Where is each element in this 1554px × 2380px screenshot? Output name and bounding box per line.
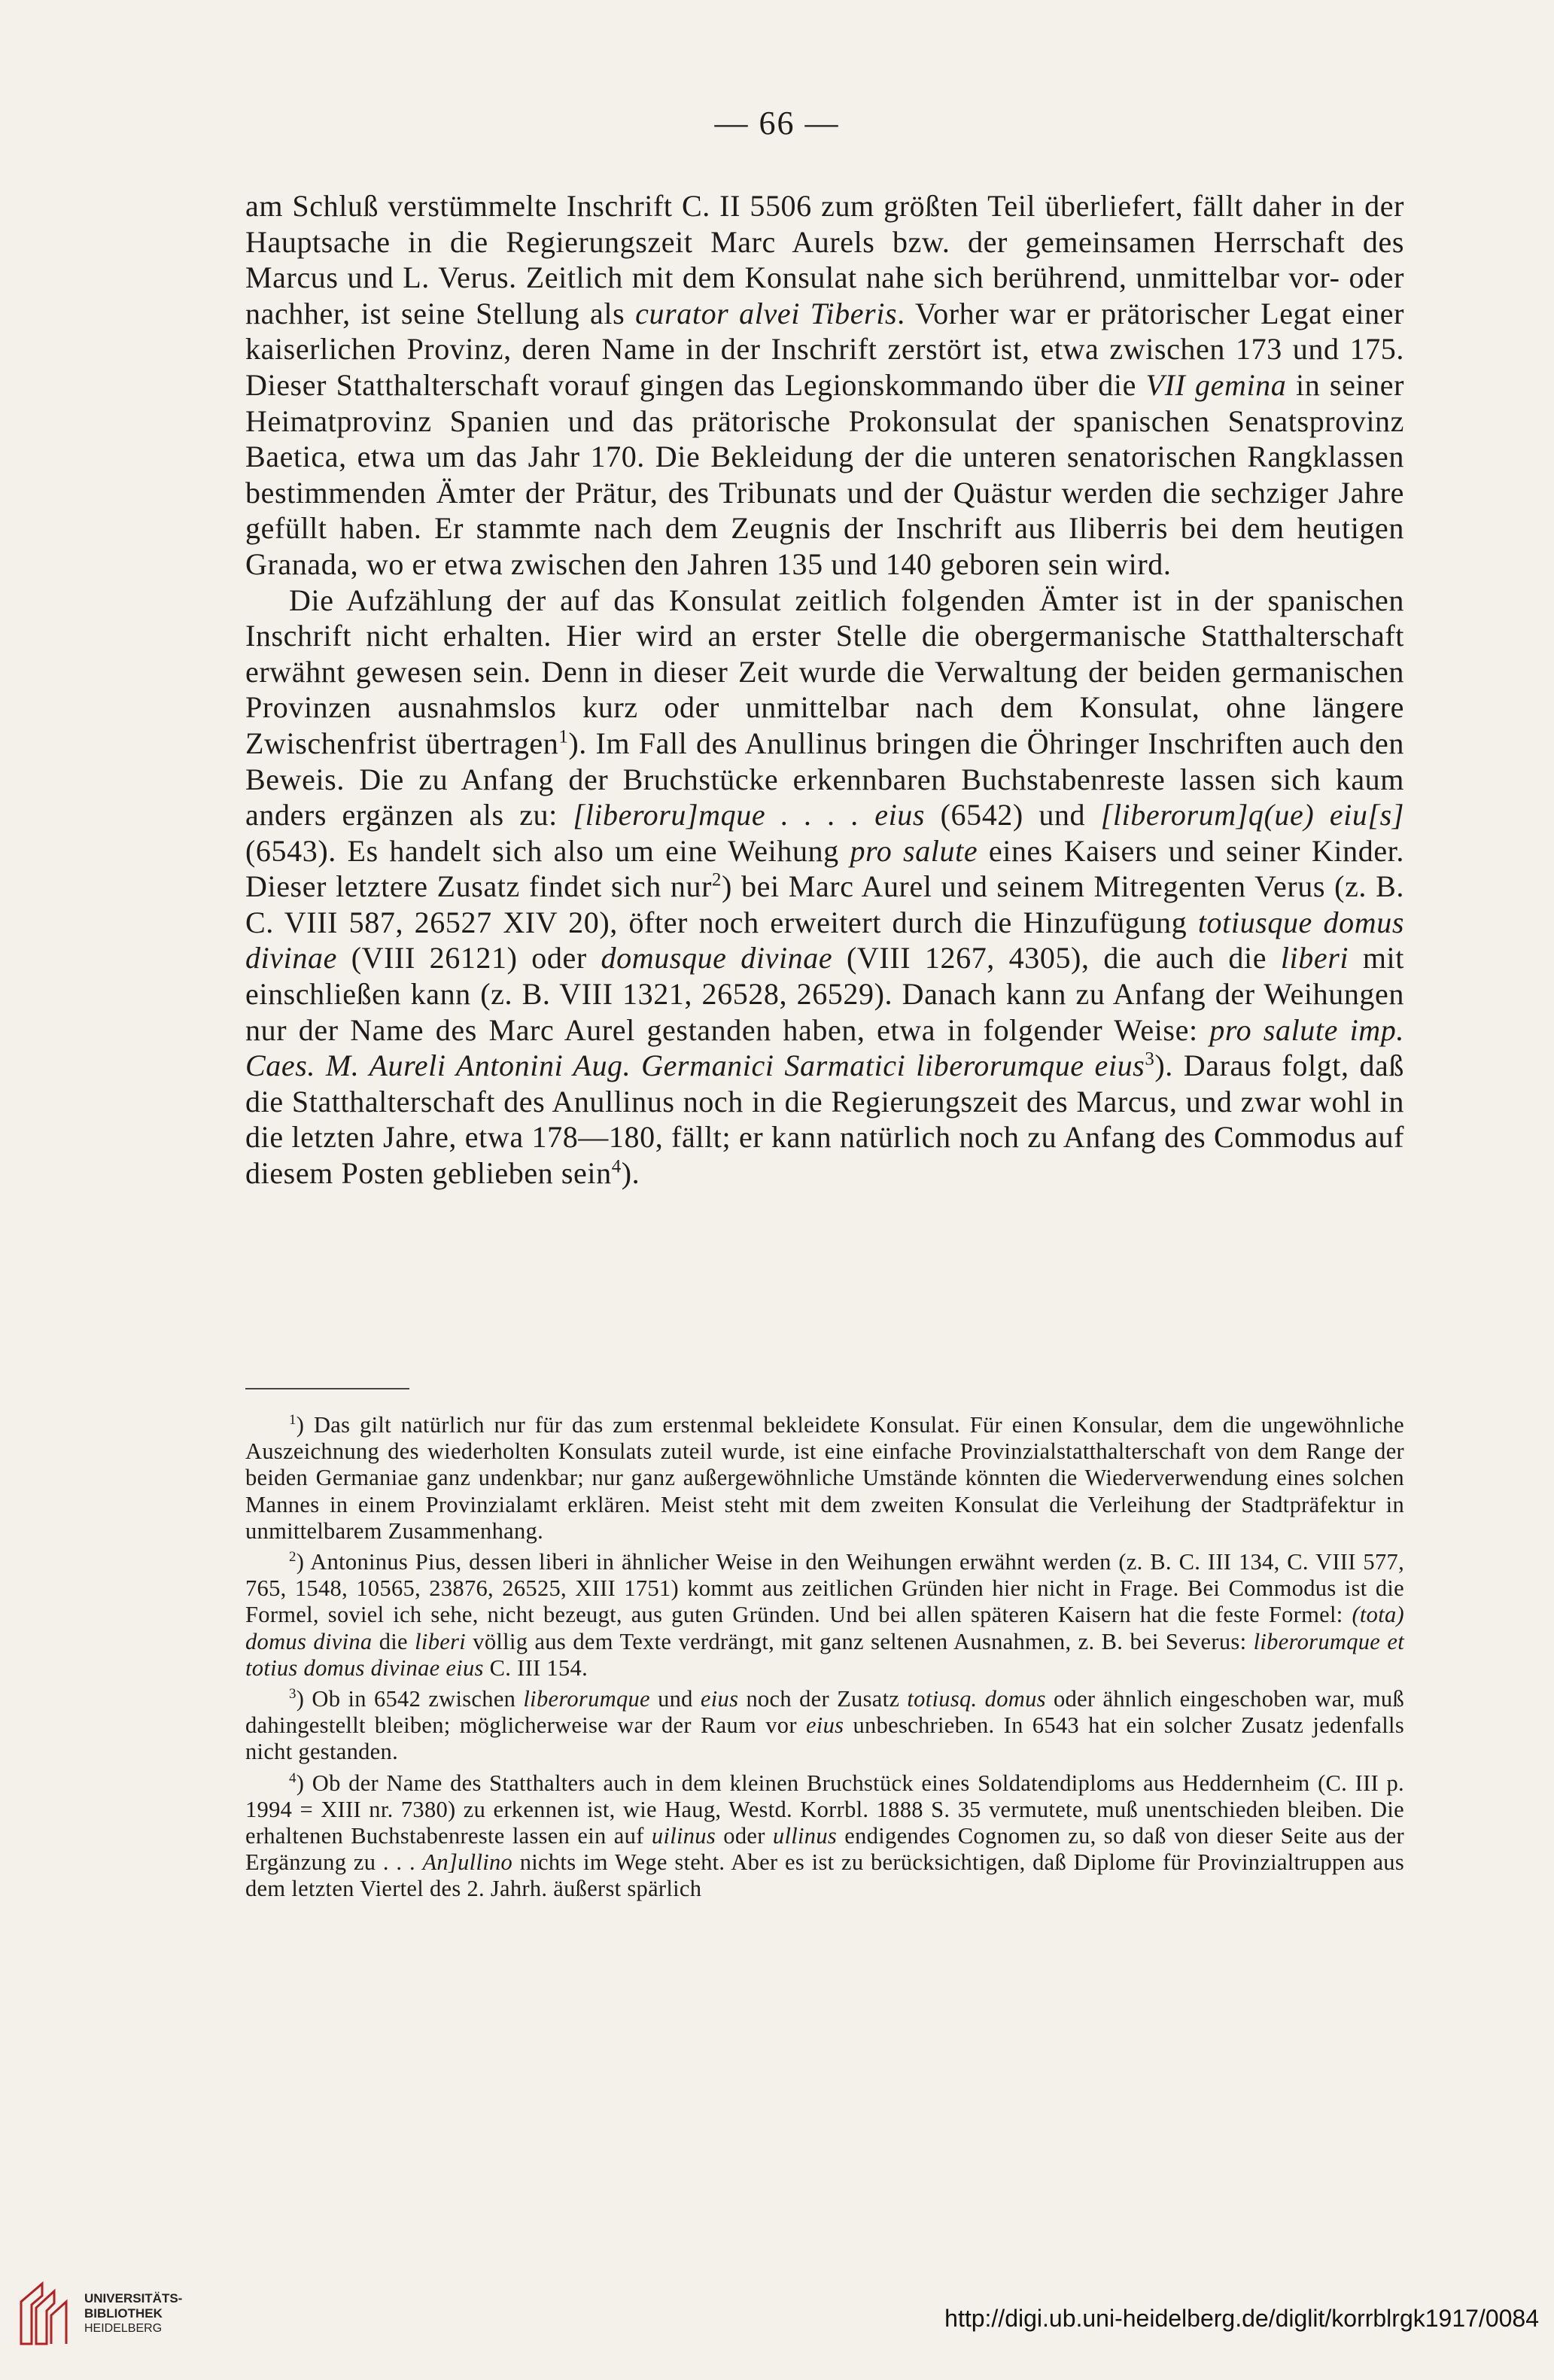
italic-text: totiusque domus divinae xyxy=(245,905,1404,975)
italic-text: liberorumque xyxy=(523,1686,650,1712)
text-run: ) Das gilt natürlich nur für das zum erstenmal bekleidete Konsulat. Für einen Konsular, dem die ungewöhnliche Auszeichnung des wiederholten Konsulats zuteil wurde, ist eine einfache Provinzialstatthalterschaft von dem Range der beiden Germaniae ganz undenkbar; nur ganz außergewöhnliche Umstände könnten die Wiederverwendung eines solchen Mannes in einem Provinzialamt erklären. Meist steht mit dem zweiten Konsulat die Verleihung der Stadtpräfektur in unmittelbarem Zusammenhang. xyxy=(245,1412,1404,1544)
italic-text: domusque divinae xyxy=(601,941,833,975)
library-logo-text xyxy=(84,2291,182,2336)
text-run: ). xyxy=(621,1156,640,1191)
text-run: unbeschrieben. In 6543 hat ein solcher Zusatz jedenfalls nicht gestanden. xyxy=(245,1712,1404,1765)
italic-text: An]ullino xyxy=(422,1849,513,1876)
text-run: am Schluß verstümmelte Inschrift C. II 5506 zum größten Teil überliefert, fällt daher in der Hauptsache in die Regierungszeit Marc Aurels bzw. der gemeinsamen Herrschaft des Marcus und L. Verus. Zeitlich mit dem Konsulat nahe sich berührend, unmittelbar vor- oder nachher, ist seine Stellung als xyxy=(245,189,1404,330)
body-paragraph xyxy=(245,583,1404,1192)
text-run: die xyxy=(372,1628,415,1654)
text-run: in seiner Heimatprovinz Spanien und das prätorische Prokonsulat der spanischen Senatsprovinz Baetica, etwa um das Jahr 170. Die Bekleidung der die unteren senatorischen Rangklassen bestimmenden Ämter der Prätur, des Tribunats und der Quästur werden die sechziger Jahre gefüllt haben. Er stammte nach dem Zeugnis der Inschrift aus Iliberris bei dem heutigen Granada, wo er etwa zwischen den Jahren 135 und 140 geboren sein wird. xyxy=(245,367,1405,581)
text-run: eines Kaisers und seiner Kinder. Dieser letztere Zusatz findet sich nur xyxy=(245,833,1404,904)
italic-text: eius xyxy=(805,1712,844,1739)
italic-text: [liberorum]q(ue) eiu[s] xyxy=(1100,798,1404,832)
main-text xyxy=(245,188,1404,1192)
footnotes xyxy=(245,1412,1404,1907)
logo-line-2: BIBLIOTHEK xyxy=(84,2306,163,2321)
text-run: (VIII 1267, 4305), die auch die xyxy=(832,941,1281,975)
footnote-marker: 3 xyxy=(289,1685,297,1702)
text-run: oder ähnlich eingeschoben war, muß dahingestellt bleiben; möglicherweise war der Raum vor xyxy=(245,1686,1404,1739)
footnote-marker: 4 xyxy=(289,1770,297,1786)
italic-text: eius xyxy=(700,1686,739,1712)
text-run: ). Im Fall des Anullinus bringen die Öhringer Inschriften auch den Beweis. Die zu Anfang der Bruchstücke erkennbaren Buchstabenreste lassen sich kaum anders ergänzen als zu: xyxy=(245,726,1404,832)
footnote-marker: 2 xyxy=(712,869,722,890)
text-run: endigendes Cognomen zu, so daß von dieser Seite aus der Ergänzung zu . . . xyxy=(245,1823,1404,1876)
text-run: (6543). Es handelt sich also um eine Weihung xyxy=(245,833,850,868)
page-number: — 66 — xyxy=(714,105,840,142)
body-paragraph xyxy=(245,188,1404,583)
italic-text: pro salute imp. Caes. M. Aureli Antonini Aug. Germanici Sarmatici liberorumque eius xyxy=(245,1012,1404,1083)
text-run: ) Ob der Name des Statthalters auch in dem kleinen Bruchstück eines Soldatendiploms aus Heddernheim (C. III p. 1994 = XIII nr. 7380) zu erkennen ist, wie Haug, Westd. Korrbl. 1888 S. 35 vermutete, muß unentschieden bleiben. Die erhaltenen Buchstabenreste lassen ein auf xyxy=(245,1770,1404,1849)
footnote-marker: 4 xyxy=(611,1156,622,1177)
text-run: . Vorher war er prätorischer Legat einer kaiserlichen Provinz, deren Name in der Inschrift zerstört ist, etwa zwischen 173 und 175. Dieser Statthalterschaft vorauf gingen das Legionskommando über die xyxy=(245,296,1404,402)
text-run: (6542) und xyxy=(925,798,1101,832)
italic-text: uilinus xyxy=(651,1823,716,1849)
footer xyxy=(0,2275,1554,2350)
italic-text: ullinus xyxy=(772,1823,838,1849)
text-run: völlig aus dem Texte verdrängt, mit ganz seltenen Ausnahmen, z. B. bei Severus: xyxy=(466,1628,1254,1654)
text-run: C. III 154. xyxy=(483,1654,588,1681)
text-run: ). Daraus folgt, daß die Statthalterschaft des Anullinus noch in die Regierungszeit des Marcus, und zwar wohl in die letzten Jahre, etwa 178—180, fällt; er kann natürlich noch zu Anfang des Commodus auf diesem Posten geblieben sein xyxy=(245,1048,1404,1191)
source-url[interactable]: http://digi.ub.uni-heidelberg.de/diglit/korrblrgk1917/0084 xyxy=(944,2305,1539,2332)
text-run: nichts im Wege steht. Aber es ist zu berücksichtigen, daß Diplome für Provinzialtruppen aus dem letzten Viertel des 2. Jahrh. äußerst spärlich xyxy=(245,1849,1404,1902)
italic-text: pro salute xyxy=(850,833,978,868)
library-logo-icon xyxy=(15,2281,71,2347)
italic-text: (tota) domus divina xyxy=(245,1602,1404,1654)
text-run: ) Ob in 6542 zwischen xyxy=(296,1686,524,1712)
italic-text: curator alvei Tiberis xyxy=(635,296,898,330)
italic-text: liberi xyxy=(415,1628,467,1654)
italic-text: liberi xyxy=(1280,941,1349,975)
footnote xyxy=(245,1412,1404,1545)
italic-text: [liberoru]mque . . . . eius xyxy=(573,798,926,832)
logo-line-3: HEIDELBERG xyxy=(84,2322,163,2335)
text-run: ) bei Marc Aurel und seinem Mitregenten Verus (z. B. C. VIII 587, 26527 XIV 20), öfter noch erweitert durch die Hinzufügung xyxy=(245,869,1404,939)
text-run: (VIII 26121) oder xyxy=(336,941,601,975)
italic-text: totiusq. domus xyxy=(907,1686,1046,1712)
footnote-divider xyxy=(245,1388,409,1389)
footnote xyxy=(245,1686,1404,1766)
footnote-marker: 3 xyxy=(1145,1048,1155,1070)
footnote-marker: 1 xyxy=(558,726,569,747)
text-run: oder xyxy=(716,1823,773,1849)
text-run: ) Antoninus Pius, dessen liberi in ähnlicher Weise in den Weihungen erwähnt werden (z. B. C. III 134, C. VIII 577, 765, 1548, 10565, 23876, 26525, XIII 1751) kommt aus zeitlichen Gründen hier nicht in Frage. Bei Commodus ist die Formel, soviel ich sehe, nicht bezeugt, aus guten Gründen. Und bei allen späteren Kaisern hat die feste Formel: xyxy=(245,1549,1404,1628)
italic-text: VII gemina xyxy=(1145,367,1287,402)
footnote-marker: 2 xyxy=(289,1548,297,1565)
text-run: noch der Zusatz xyxy=(738,1686,908,1712)
logo-line-1: UNIVERSITÄTS- xyxy=(84,2291,183,2305)
text-run: Die Aufzählung der auf das Konsulat zeitlich folgenden Ämter ist in der spanischen Inschrift nicht erhalten. Hier wird an erster Stelle die obergermanische Statthalterschaft erwähnt gewesen sein. Denn in dieser Zeit wurde die Verwaltung der beiden germanischen Provinzen ausnahmslos kurz oder unmittelbar nach dem Konsulat, ohne längere Zwischenfrist übertragen xyxy=(245,583,1404,760)
footnote-marker: 1 xyxy=(289,1411,297,1428)
text-run: mit einschließen kann (z. B. VIII 1321, 26528, 26529). Danach kann zu Anfang der Weihungen nur der Name des Marc Aurel gestanden haben, etwa in folgender Weise: xyxy=(245,941,1404,1047)
footnote xyxy=(245,1549,1404,1682)
footnote xyxy=(245,1770,1404,1903)
italic-text: liberorumque et totius domus divinae eius xyxy=(245,1628,1405,1681)
text-run: und xyxy=(649,1686,701,1712)
